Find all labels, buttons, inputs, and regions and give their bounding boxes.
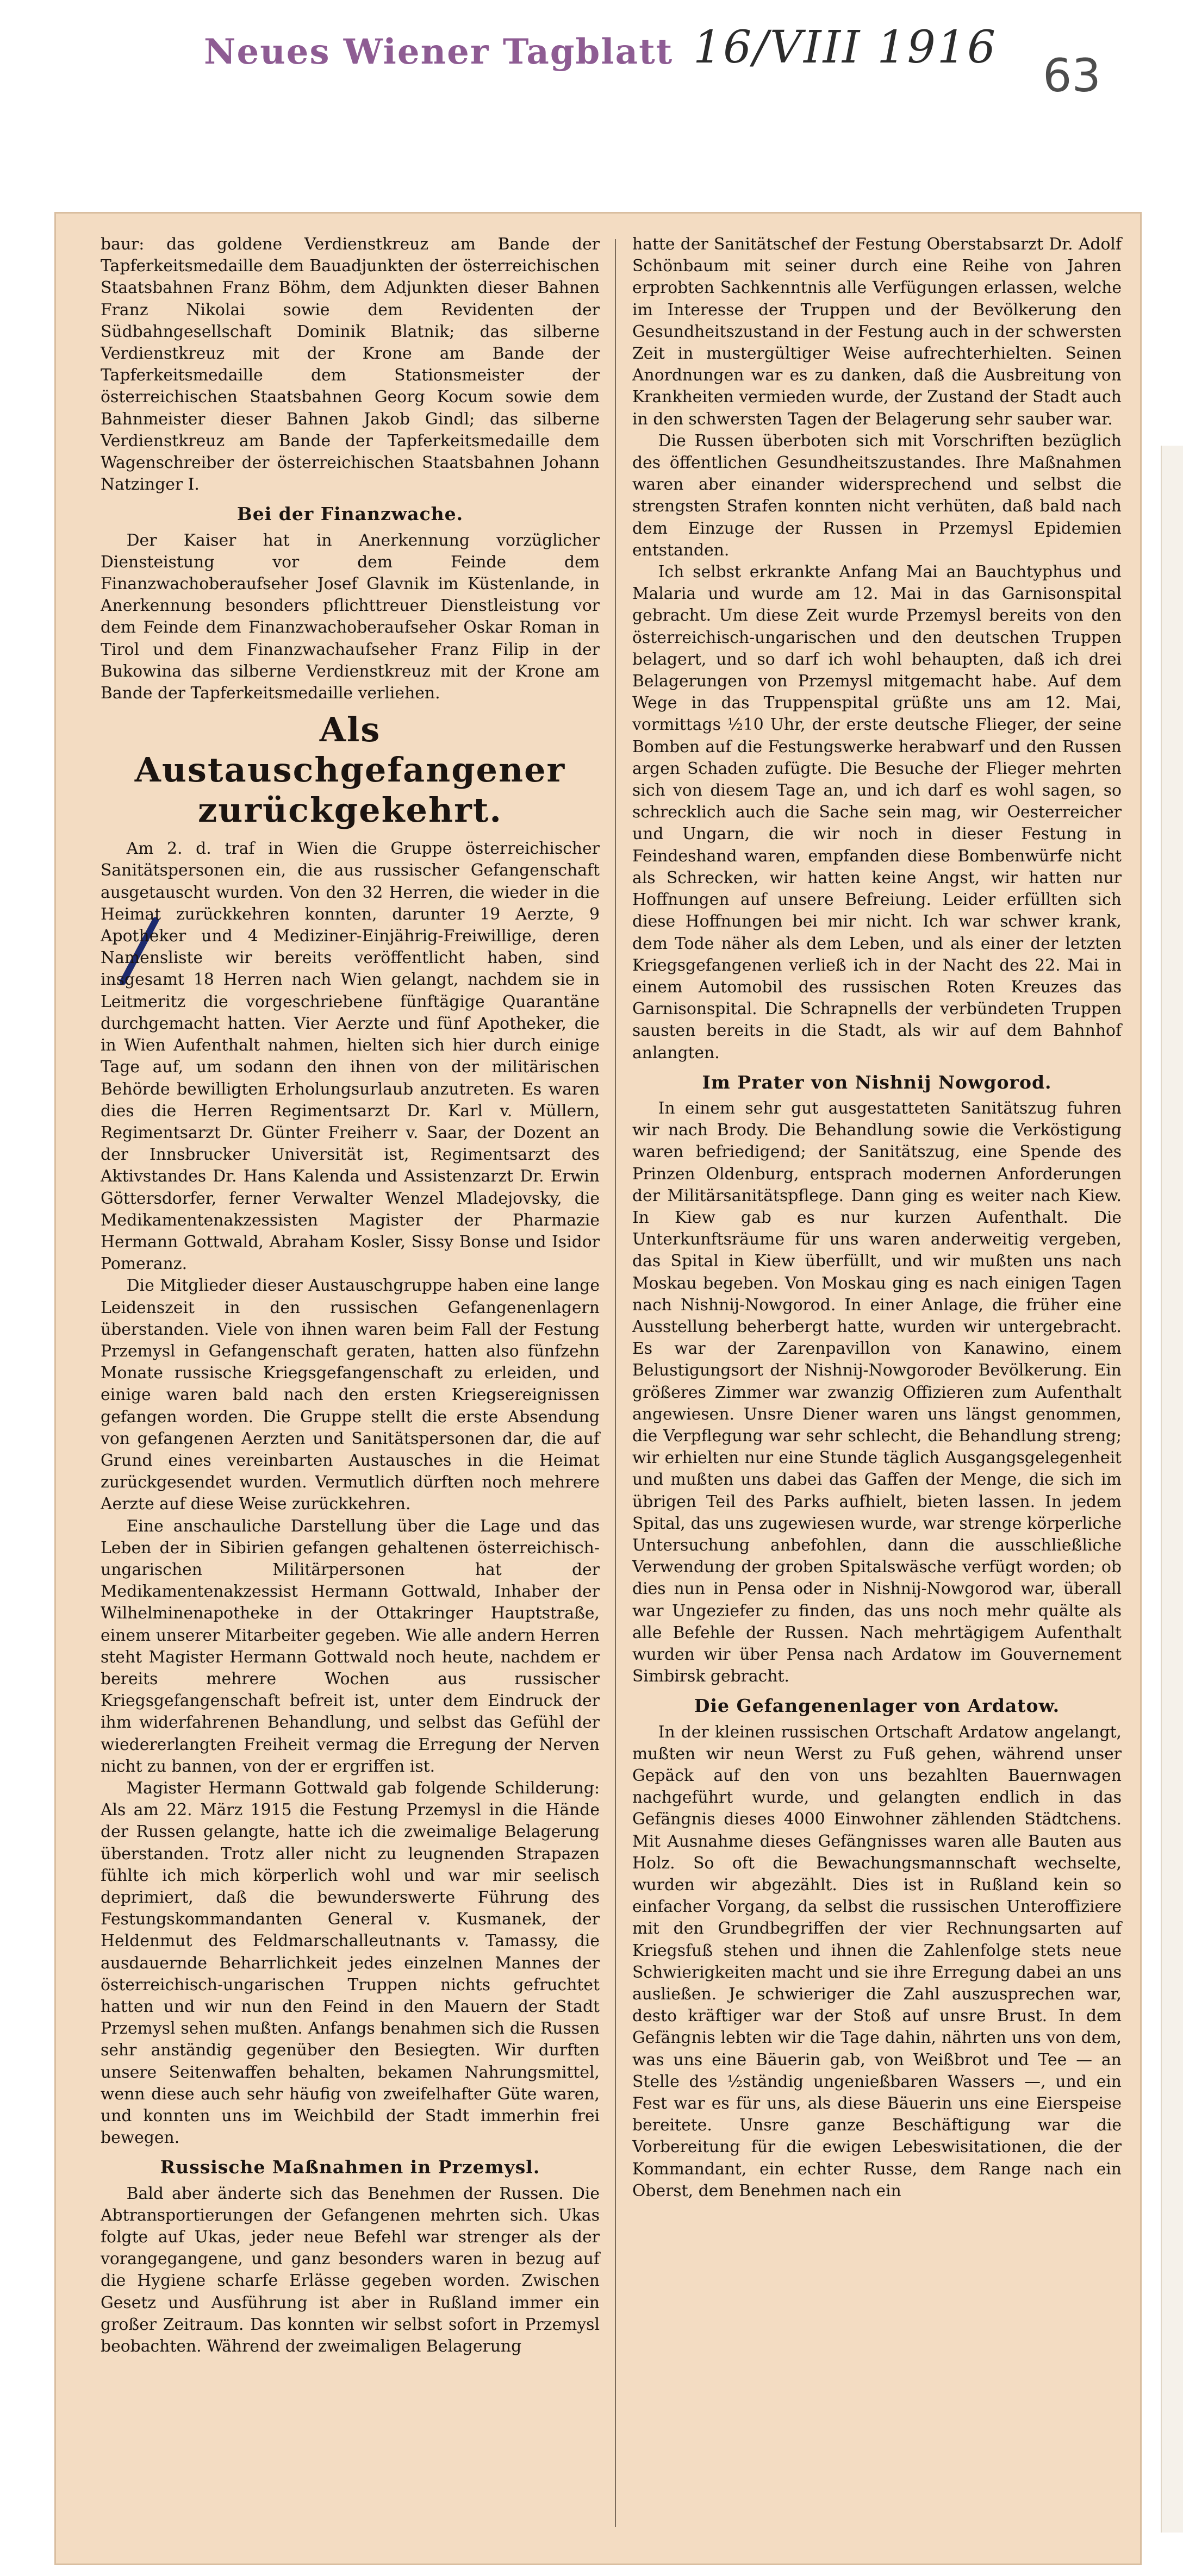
- archive-number: 63: [1043, 49, 1101, 102]
- heading-massnahmen: Russische Maßnahmen in Przemysl.: [160, 2156, 540, 2178]
- paragraph: Bald aber änderte sich das Benehmen der Russen. Die Abtransportierungen der Gefangenen mehrten sich. Ukas folgte auf Ukas, jeder neue Befehl war strenger als der vorangegangene, und ganz besonders waren in bezug auf die Hygiene scharfe Erlässe gegeben worden. Zwischen Gesetz und Ausführung ist aber in Rußland immer ein großer Zeitraum. Das konnten wir selbst sofort in Przemysl beobachten. Während der zweimaligen Belagerung: [101, 2184, 600, 2356]
- clipping-backing-strip: [1161, 446, 1183, 2533]
- heading-prater: Im Prater von Nishnij Nowgorod.: [702, 1071, 1052, 1093]
- newspaper-clipping: [54, 212, 1142, 2565]
- paragraph: Ich selbst erkrankte Anfang Mai an Bauchtyphus und Malaria und wurde am 12. Mai in das Garnisonspital gebracht. Um diese Zeit wurde Przemysl bereits von den österreichisch-ungarischen und den deutschen Truppen belagert, und so darf ich wohl behaupten, daß ich drei Belagerungen von Przemysl mitgemacht habe. Auf dem Wege in das Truppenspital grüßte uns am 12. Mai, vormittags ½10 Uhr, der erste deutsche Flieger, der seine Bomben auf die Festungswerke herabwarf und den Russen argen Schaden zufügte. Die Besuche der Flieger mehrten sich von diesem Tage an, und ich darf es wohl sagen, so schrecklich auch die Sache sein mag, wir Oesterreicher und Ungarn, die wir noch in dieser Festung in Feindeshand waren, empfanden diese Bombenwürfe nicht als Schrecken, wir hatten keine Angst, wir hatten nur Hoffnungen auf unsere Befreiung. Leider erfüllten sich diese Hoffnungen bei mir nicht. Ich war schwer krank, dem Tode näher als dem Leben, und als einer der letzten Kriegsgefangenen verließ ich in der Nacht des 22. Mai in einem Automobil des russischen Roten Kreuzes das Garnisonspital. Die Schrapnells der verbündeten Truppen sausten bereits in die Stadt, als wir auf dem Bahnhof anlangten.: [632, 562, 1122, 1062]
- heading-finanzwache: Bei der Finanzwache.: [236, 503, 464, 525]
- paragraph: In der kleinen russischen Ortschaft Ardatow angelangt, mußten wir neun Werst zu Fuß gehen, während unser Gepäck auf den von uns bezahlten Bauernwagen nachgeführt wurde, und gelangten endlich in das Gefängnis dieses 4000 Einwohner zählenden Städtchens. Mit Ausnahme dieses Gefängnisses waren alle Bauten aus Holz. So oft die Bewachungsmannschaft wechselte, wurden wir abgezählt. Dies ist in Rußland kein so einfacher Vorgang, da selbst die russischen Unteroffiziere mit den Grundbegriffen der vier Rechnungsarten auf Kriegsfuß stehen und ihnen die Zahlenfolge stets neue Schwierigkeiten macht und sie ihre Erregung dabei an uns ausließen. Je schwieriger die Zahl auszusprechen war, desto kräftiger war der Stoß auf unsre Brust. In dem Gefängnis lebten wir die Tage dahin, nährten uns von dem, was uns eine Bäuerin gab, von Weißbrot und Tee — an Stelle des ½ständig ungenießbaren Wassers —, und ein Fest war es für uns, als diese Bäuerin uns eine Eierspeise bereitete. Unsre ganze Beschäftigung war die Vorbereitung für die ewigen Lebeswisitationen, die der Kommandant, ein echter Russe, dem Range nach ein Oberst, dem Benehmen nach ein: [632, 1722, 1122, 2200]
- article-headline: Als Austauschgefangener zurückgekehrt.: [134, 710, 566, 830]
- paragraph: In einem sehr gut ausgestatteten Sanitätszug fuhren wir nach Brody. Die Behandlung sowie die Verköstigung waren befriedigend; der Sanitätszug, eine Spende des Prinzen Oldenburg, entsprach modernen Anforderungen der Militärsanitätspflege. Dann ging es weiter nach Kiew. In Kiew gab es nur kurzen Aufenthalt. Die Unterkunftsräume für uns waren anderweitig vergeben, das Spital in Kiew überfüllt, und wir mußten uns nach Moskau begeben. Von Moskau ging es nach einigen Tagen nach Nishnij-Nowgorod. In einer Anlage, die früher eine Ausstellung beherbergt hatte, wurden wir untergebracht. Es war der Zarenpavillon von Kanawino, einem Belustigungsort der Nishnij-Nowgoroder Bevölkerung. Ein größeres Zimmer war zwanzig Offizieren zum Aufenthalt angewiesen. Unsre Diener waren uns längst genommen, die Verpflegung war sehr schlecht, die Behandlung streng; wir erhielten nur eine Stunde täglich Ausgangsgelegenheit und mußten uns dabei das Gaffen der Menge, die sich im übrigen Teil des Parks aufhielt, bieten lassen. In jedem Spital, das uns zugewiesen wurde, war strenge körperliche Untersuchung anbefohlen, dann die ausschließliche Verwendung der groben Spitalswäsche verfügt worden; ob dies nun in Pensa oder in Nishnij-Nowgorod war, überall war Ungeziefer zu finden, das uns noch mehr quälte als alle Befehle der Russen. Nach mehrtägigem Aufenthalt wurden wir über Pensa nach Ardatow im Gouvernement Simbirsk gebracht.: [632, 1098, 1122, 1686]
- left-column: [101, 234, 600, 2358]
- handwritten-date: 16/VIII 1916: [693, 22, 998, 73]
- newspaper-masthead: Neues Wiener Tagblatt: [204, 32, 674, 72]
- paragraph-intro: baur: das goldene Verdienstkreuz am Bande der Tapferkeitsmedaille dem Bauadjunkten der österreichischen Staatsbahnen Franz Böhm, dem Adjunkten dieser Bahnen Franz Nikolai sowie dem Revidenten der Südbahngesellschaft Dominik Blatnik; das silberne Verdienstkreuz mit der Krone am Bande der Tapferkeitsmedaille dem Stationsmeister der österreichischen Staatsbahnen Georg Kocum sowie dem Bahnmeister dieser Bahnen Jakob Gindl; das silberne Verdienstkreuz am Bande der Tapferkeitsmedaille dem Wagenschreiber der österreichischen Staatsbahnen Johann Natzinger I.: [101, 235, 600, 495]
- paragraph-finanzwache: Der Kaiser hat in Anerkennung vorzüglicher Diensteistung vor dem Feinde dem Finanzwachoberaufseher Josef Glavnik im Küstenlande, in Anerkennung besonders pflichttreuer Dienstleistung vor dem Feinde dem Finanzwachoberaufseher Oskar Roman in Tirol und dem Finanzwachaufseher Franz Filip in der Bukowina das silberne Verdienstkreuz mit der Krone am Bande der Tapferkeitsmedaille verliehen.: [101, 530, 600, 703]
- paragraph: Eine anschauliche Darstellung über die Lage und das Leben der in Sibirien gefangen gehaltenen österreichisch-ungarischen Militärpersonen hat der Medikamentenakzessist Hermann Gottwald, Inhaber der Wilhelminenapotheke in der Ottakringer Hauptstraße, einem unserer Mitarbeiter gegeben. Wie alle andern Herren steht Magister Hermann Gottwald noch heute, nachdem er bereits mehrere Wochen aus russischer Kriegsgefangenschaft befreit ist, unter dem Eindruck der ihm widerfahrenen Behandlung, und selbst das Gefühl der wiedererlangten Freiheit vermag die Erregung der Nerven nicht zu bannen, von der er ergriffen ist.: [101, 1516, 600, 1776]
- paragraph: Die Mitglieder dieser Austauschgruppe haben eine lange Leidenszeit in den russischen Gefangenenlagern überstanden. Viele von ihnen waren beim Fall der Festung Przemysl in Gefangenschaft geraten, hatten also fünfzehn Monate russische Kriegsgefangenschaft zu erleiden, und einige waren bald nach den ersten Kriegsereignissen gefangen worden. Die Gruppe stellt die erste Absendung von gefangenen Aerzten und Sanitätspersonen dar, die auf Grund eines vereinbarten Austausches in die Heimat zurückgesendet wurden. Vermutlich dürften noch mehrere Aerzte auf diese Weise zurückkehren.: [101, 1276, 600, 1514]
- paragraph: Die Russen überboten sich mit Vorschriften bezüglich des öffentlichen Gesundheitszustandes. Ihre Maßnahmen waren aber einander widersprechend und selbst die strengsten Strafen konnten nicht verhüten, daß bald nach dem Einzuge der Russen in Przemysl Epidemien entstanden.: [632, 431, 1122, 560]
- heading-ardatow: Die Gefangenenlager von Ardatow.: [694, 1695, 1060, 1717]
- paragraph: Magister Hermann Gottwald gab folgende Schilderung: Als am 22. März 1915 die Festung Przemysl in die Hände der Russen gelangte, hatte ich die zweimalige Belagerung überstanden. Trotz aller nicht zu leugnenden Strapazen fühlte ich mich körperlich wohl und war mir seelisch deprimiert, daß die bewunderswerte Führung des Festungskommandanten General v. Kusmanek, der Heldenmut des Feldmarschalleutnants v. Tamassy, die ausdauernde Beharrlichkeit jedes einzelnen Mannes der österreichisch-ungarischen Truppen nichts gefruchtet hatten und wir nun den Feind in den Mauern der Stadt Przemysl sehen mußten. Anfangs benahmen sich die Russen sehr anständig gegenüber den Besiegten. Wir durften unsere Seitenwaffen behalten, bekamen Nahrungsmittel, wenn diese auch sehr häufig von zweifelhafter Güte waren, und konnten uns im Weichbild der Stadt immerhin frei bewegen.: [101, 1779, 600, 2148]
- right-column: [632, 234, 1122, 2202]
- column-divider: [615, 239, 616, 2527]
- paragraph: hatte der Sanitätschef der Festung Oberstabsarzt Dr. Adolf Schönbaum mit seiner durch eine Reihe von Jahren erprobten Sachkenntnis alle Verfügungen erlassen, welche im Interesse der Truppen und der Bevölkerung den Gesundheitszustand in der Festung auch in der schwersten Zeit in mustergültiger Weise aufrechterhielten. Seinen Anordnungen war es zu danken, daß die Ausbreitung von Krankheiten vermieden wurde, der Zustand der Stadt auch in den schwersten Tagen der Belagerung sehr sauber war.: [632, 235, 1122, 429]
- paragraph: Am 2. d. traf in Wien die Gruppe österreichischer Sanitätspersonen ein, die aus russischer Gefangenschaft ausgetauscht wurden. Von den 32 Herren, die wieder in die Heimat zurückkehren konnten, darunter 19 Aerzte, 9 Apotheker und 4 Mediziner-Einjährig-Freiwillige, deren Namensliste wir bereits veröffentlicht haben, sind insgesamt 18 Herren nach Wien gelangt, nachdem sie in Leitmeritz die vorgeschriebene fünftägige Quarantäne durchgemacht hatten. Vier Aerzte und fünf Apotheker, die in Wien Aufenthalt nahmen, hielten sich hier durch einige Tage auf, um sodann den ihnen von der militärischen Behörde bewilligten Erholungsurlaub anzutreten. Es waren dies die Herren Regimentsarzt Dr. Karl v. Müllern, Regimentsarzt Dr. Günter Freiherr v. Saar, der Dozent an der Innsbrucker Universität ist, Regimentsarzt des Aktivstandes Dr. Hans Kalenda und Assistenzarzt Dr. Erwin Göttersdorfer, ferner Verwalter Wenzel Mladejovsky, die Medikamentenakzessisten Magister der Pharmazie Hermann Gottwald, Abraham Kosler, Sissy Bonse und Isidor Pomeranz.: [101, 839, 600, 1274]
